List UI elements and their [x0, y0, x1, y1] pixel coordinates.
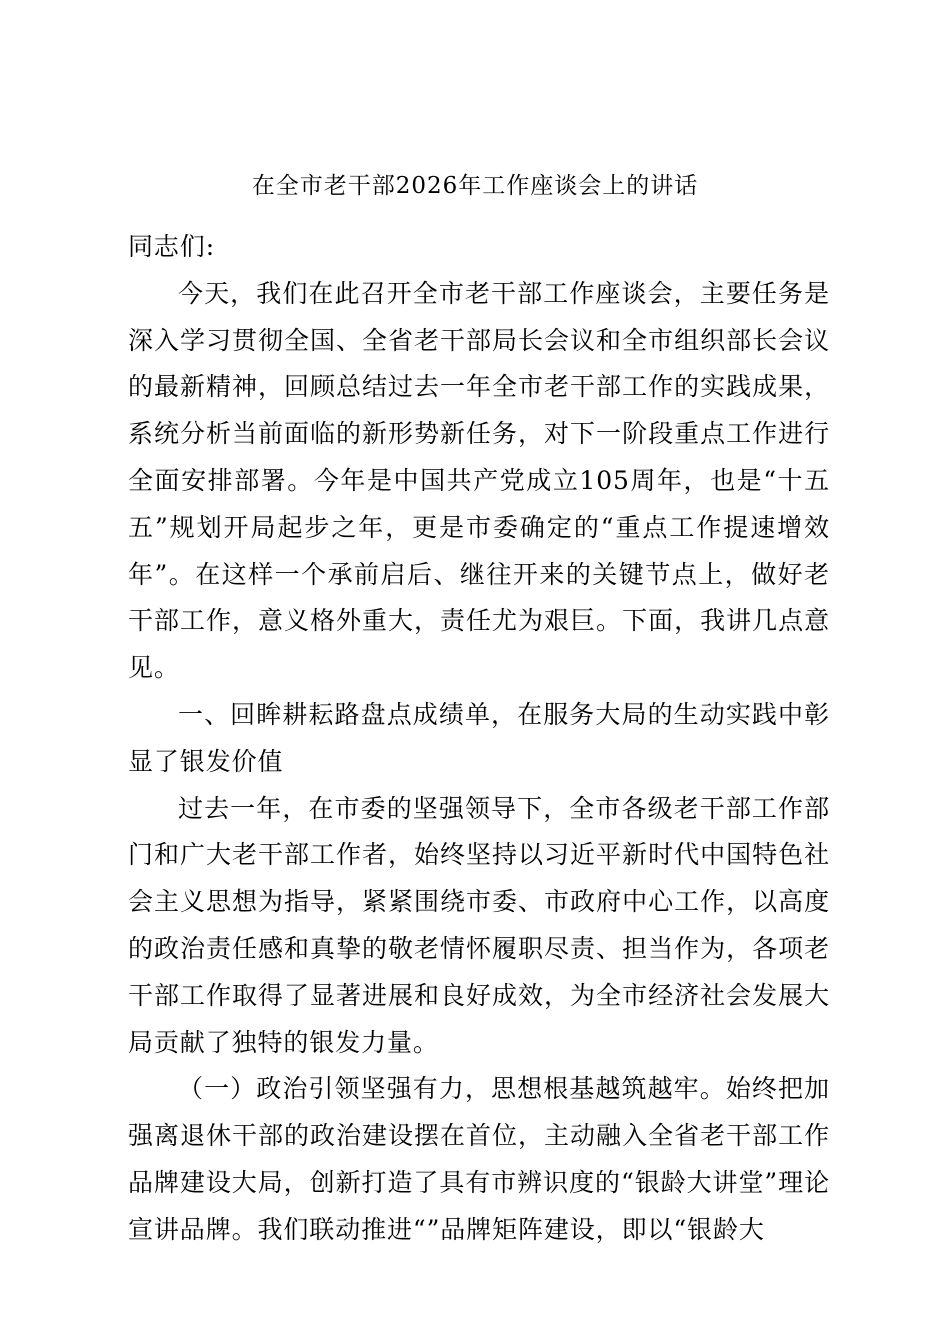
salutation: 同志们:: [128, 232, 216, 261]
section-heading-1: 一、回眸耕耘路盘点成绩单，在服务大局的生动实践中彰显了银发价值: [128, 699, 830, 776]
document-title: 在全市老干部2026年工作座谈会上的讲话: [251, 173, 699, 199]
paragraph-subsection-1: （一）政治引领坚强有力，思想根基越筑越牢。始终把加强离退休干部的政治建设摆在首位，主动融入全省老干部工作品牌建设大局，创新打造了具有市辨识度的“银龄大讲堂”理论宣讲品牌。我们联动推进“”品牌矩阵建设，即以“银龄大: [128, 1074, 830, 1244]
paragraph-intro: 今天，我们在此召开全市老干部工作座谈会，主要任务是深入学习贯彻全国、全省老干部局长会议和全市组织部长会议的最新精神，回顾总结过去一年全市老干部工作的实践成果，系统分析当前面临的新形势新任务，对下一阶段重点工作进行全面安排部署。今年是中国共产党成立105周年，也是“十五五”规划开局起步之年，更是市委确定的“重点工作提速增效年”。在这样一个承前启后、继往开来的关键节点上，做好老干部工作，意义格外重大，责任尤为艰巨。下面，我讲几点意见。: [128, 278, 830, 683]
paragraph-review: 过去一年，在市委的坚强领导下，全市各级老干部工作部门和广大老干部工作者，始终坚持以习近平新时代中国特色社会主义思想为指导，紧紧围绕市委、市政府中心工作，以高度的政治责任感和真挚的敬老情怀履职尽责、担当作为，各项老干部工作取得了显著进展和良好成效，为全市经济社会发展大局贡献了独特的银发力量。: [128, 793, 830, 1057]
document-body: [128, 224, 830, 1254]
